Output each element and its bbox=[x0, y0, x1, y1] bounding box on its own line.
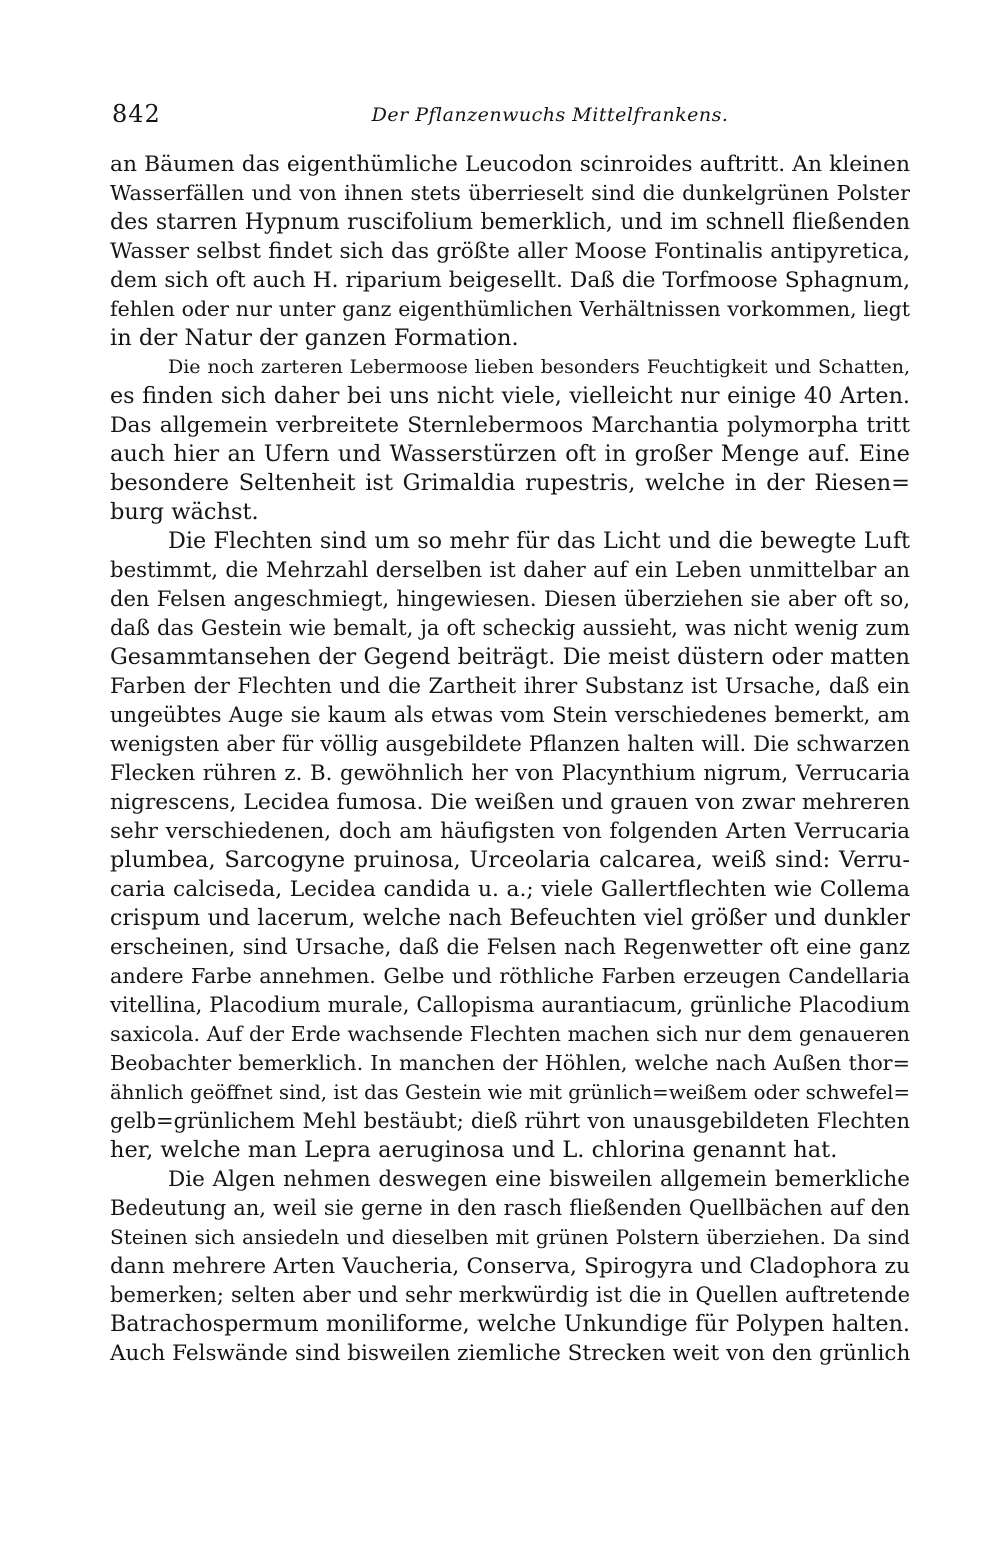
text-line: Das allgemein verbreitete Sternlebermoos Marchantia polymorpha tritt bbox=[110, 413, 910, 438]
page-number: 842 bbox=[112, 100, 161, 128]
text-line: Die Flechten sind um so mehr für das Licht und die bewegte Luft bbox=[168, 528, 910, 554]
text-line: daß das Gestein wie bemalt, ja oft scheckig aussieht, was nicht wenig zum bbox=[110, 616, 910, 640]
text-line: Flecken rühren z. B. gewöhnlich her von Placynthium nigrum, Verrucaria bbox=[110, 761, 910, 786]
text-line: Steinen sich ansiedeln und dieselben mit grünen Polstern überziehen. Da sind bbox=[110, 1225, 910, 1249]
text-line: Beobachter bemerklich. In manchen der Höhlen, welche nach Außen thor= bbox=[110, 1051, 910, 1075]
text-line: dem sich oft auch H. riparium beigesellt. Daß die Torfmoose Sphagnum, bbox=[110, 268, 910, 293]
text-line: Die Algen nehmen deswegen eine bisweilen allgemein bemerkliche bbox=[168, 1167, 910, 1192]
text-line: dann mehrere Arten Vaucheria, Conserva, Spirogyra und Cladophora zu bbox=[110, 1254, 910, 1279]
paragraph-mosses bbox=[110, 150, 910, 353]
text-line: des starren Hypnum ruscifolium bemerklich, und im schnell fließenden bbox=[110, 210, 910, 235]
text-line: nigrescens, Lecidea fumosa. Die weißen und grauen von zwar mehreren bbox=[110, 790, 910, 815]
running-title: Der Pflanzenwuchs Mittelfrankens. bbox=[371, 104, 729, 126]
paragraph-liverworts bbox=[110, 353, 910, 527]
text-line: wenigsten aber für völlig ausgebildete Pflanzen halten will. Die schwarzen bbox=[110, 732, 910, 756]
text-line: bestimmt, die Mehrzahl derselben ist daher auf ein Leben unmittelbar an bbox=[110, 558, 910, 583]
text-line: Die noch zarteren Lebermoose lieben besonders Feuchtigkeit und Schatten, bbox=[168, 356, 910, 378]
text-line: ähnlich geöffnet sind, ist das Gestein wie mit grünlich=weißem oder schwefel= bbox=[110, 1081, 910, 1104]
page-header bbox=[110, 100, 910, 140]
text-line: plumbea, Sarcogyne pruinosa, Urceolaria calcarea, weiß sind: Verru- bbox=[110, 847, 910, 873]
text-line: Wasserfällen und von ihnen stets überrieselt sind die dunkelgrünen Polster bbox=[110, 181, 910, 205]
paragraph-algae bbox=[110, 1165, 910, 1368]
text-line: den Felsen angeschmiegt, hingewiesen. Diesen überziehen sie aber oft so, bbox=[110, 587, 910, 611]
text-line: erscheinen, sind Ursache, daß die Felsen nach Regenwetter oft eine ganz bbox=[110, 935, 910, 960]
text-line: crispum und lacerum, welche nach Befeuchten viel größer und dunkler bbox=[110, 906, 910, 931]
text-line: in der Natur der ganzen Formation. bbox=[110, 325, 519, 351]
text-line: sehr verschiedenen, doch am häufigsten von folgenden Arten Verrucaria bbox=[110, 819, 910, 844]
text-line: vitellina, Placodium murale, Callopisma aurantiacum, grünliche Placodium bbox=[110, 993, 910, 1017]
text-line: es finden sich daher bei uns nicht viele, vielleicht nur einige 40 Arten. bbox=[110, 383, 910, 409]
body-text bbox=[110, 150, 910, 1368]
text-line: Batrachospermum moniliforme, welche Unkundige für Polypen halten. bbox=[110, 1311, 910, 1337]
text-line: Auch Felswände sind bisweilen ziemliche Strecken weit von den grünlich bbox=[110, 1341, 910, 1366]
text-line: Farben der Flechten und die Zartheit ihrer Substanz ist Ursache, daß ein bbox=[110, 674, 910, 699]
text-line: her, welche man Lepra aeruginosa und L. chlorina genannt hat. bbox=[110, 1137, 838, 1163]
text-line: Bedeutung an, weil sie gerne in den rasch fließenden Quellbächen auf den bbox=[110, 1196, 910, 1220]
text-line: fehlen oder nur unter ganz eigenthümlichen Verhältnissen vorkommen, liegt bbox=[110, 297, 910, 321]
text-line: andere Farbe annehmen. Gelbe und röthliche Farben erzeugen Candellaria bbox=[110, 964, 910, 988]
text-line: ungeübtes Auge sie kaum als etwas vom Stein verschiedenes bemerkt, am bbox=[110, 703, 910, 727]
text-line: gelb=grünlichem Mehl bestäubt; dieß rührt von unausgebildeten Flechten bbox=[110, 1109, 910, 1133]
text-line: an Bäumen das eigenthümliche Leucodon scinroides auftritt. An kleinen bbox=[110, 152, 910, 177]
text-line: besondere Seltenheit ist Grimaldia rupestris, welche in der Riesen= bbox=[110, 470, 910, 496]
text-line: bemerken; selten aber und sehr merkwürdig ist die in Quellen auftretende bbox=[110, 1283, 910, 1307]
text-line: Wasser selbst findet sich das größte aller Moose Fontinalis antipyretica, bbox=[110, 239, 910, 264]
text-line: caria calciseda, Lecidea candida u. a.; viele Gallertflechten wie Collema bbox=[110, 877, 910, 902]
text-line: Gesammtansehen der Gegend beiträgt. Die meist düstern oder matten bbox=[110, 644, 910, 670]
text-line: auch hier an Ufern und Wasserstürzen oft in großer Menge auf. Eine bbox=[110, 441, 910, 467]
paragraph-lichens bbox=[110, 527, 910, 1165]
text-line: burg wächst. bbox=[110, 499, 259, 525]
text-line: saxicola. Auf der Erde wachsende Flechten machen sich nur dem genaueren bbox=[110, 1022, 910, 1046]
